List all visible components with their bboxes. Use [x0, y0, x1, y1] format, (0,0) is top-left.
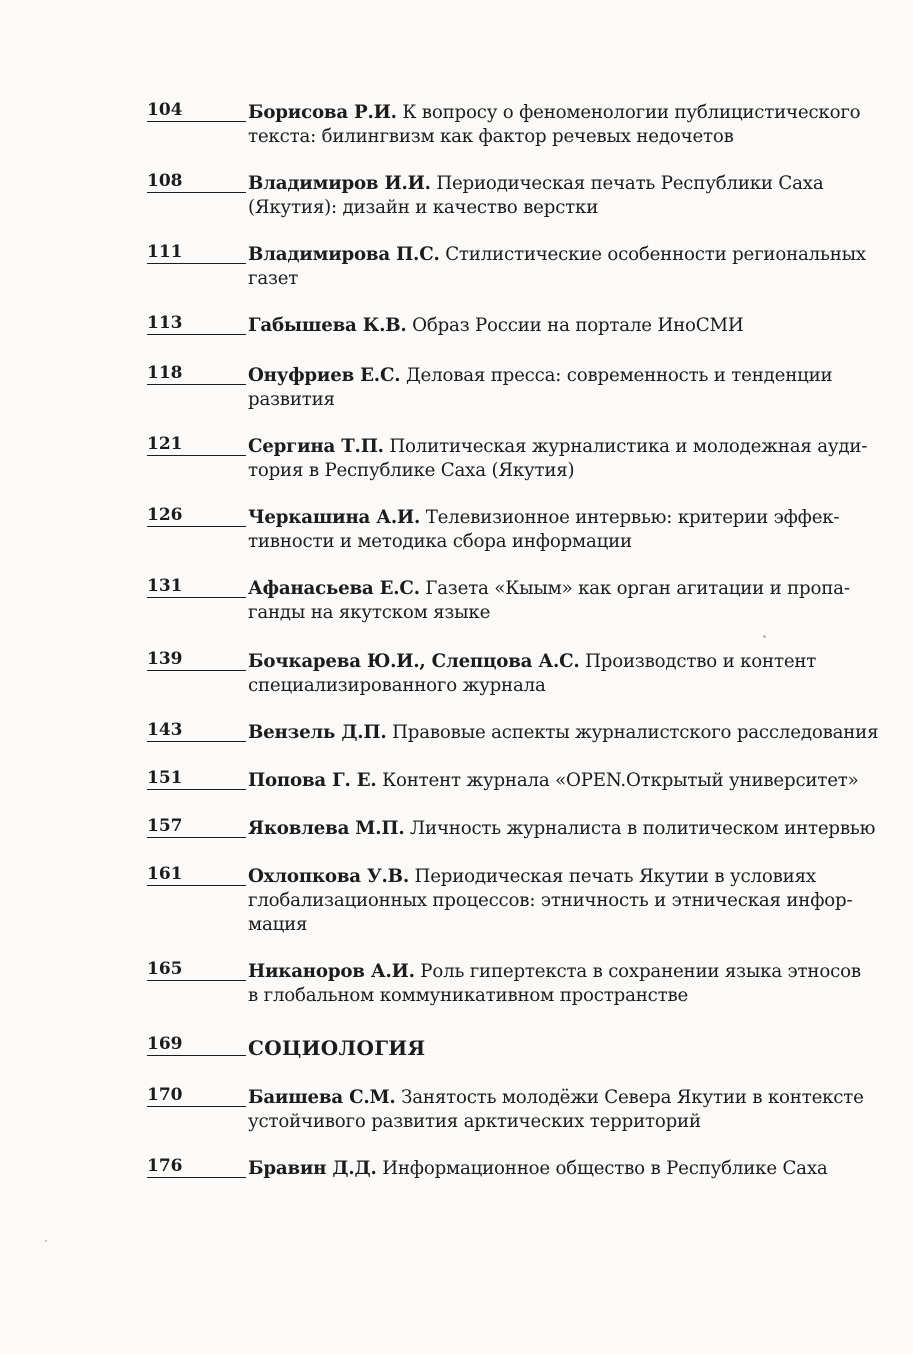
scan-speck: [763, 635, 766, 638]
entry-text: Яковлева М.П. Личность журналиста в политическом интервью: [248, 818, 876, 839]
entry-author: Яковлева М.П.: [248, 818, 405, 839]
entry-author: Попова Г. Е.: [248, 770, 377, 791]
page-number: 111: [147, 243, 246, 264]
toc-entry: [147, 577, 857, 625]
page-number: 161: [147, 865, 246, 886]
page-number: 143: [147, 721, 246, 742]
toc-entry: [147, 506, 857, 554]
entry-text: Черкашина А.И. Телевизионное интервью: критерии эффек- тивности и методика сбора информации: [248, 507, 840, 552]
entry-text: Бравин Д.Д. Информационное общество в Республике Саха: [248, 1158, 828, 1179]
page-number: 121: [147, 435, 246, 456]
entry-author: Черкашина А.И.: [248, 507, 421, 528]
entry-author: Владимиров И.И.: [248, 173, 431, 194]
page-number: 139: [147, 650, 246, 671]
entry-text: Владимиров И.И. Периодическая печать Республики Саха (Якутия): дизайн и качество верстки: [248, 173, 824, 218]
toc-entry: [147, 364, 857, 412]
toc-entry: [147, 100, 861, 149]
toc-section: [147, 1035, 857, 1061]
entry-author: Афанасьева Е.С.: [248, 578, 420, 599]
toc-entry: [147, 434, 868, 483]
page-number: 131: [147, 577, 246, 598]
toc-entry: [147, 1085, 864, 1134]
entry-author: Баишева С.М.: [248, 1087, 396, 1108]
scan-speck: [45, 1240, 47, 1242]
entry-text: Сергина Т.П. Политическая журналистика и молодежная ауди- тория в Республике Саха (Якутия): [248, 436, 868, 481]
page-number: 170: [147, 1086, 246, 1107]
entry-author: Сергина Т.П.: [248, 436, 384, 457]
page-number: 104: [147, 101, 246, 122]
toc-entry: [147, 1157, 857, 1181]
toc-entry: [147, 865, 857, 937]
entry-author: Габышева К.В.: [248, 315, 407, 336]
entry-text: Владимирова П.С. Стилистические особенности региональных газет: [248, 244, 866, 289]
entry-text: Бочкарева Ю.И., Слепцова А.С. Производство и контент специализированного журнала: [248, 651, 817, 696]
toc-entry: [147, 769, 857, 793]
toc-entry: [147, 172, 857, 220]
section-title: СОЦИОЛОГИЯ: [248, 1036, 426, 1060]
page-number: 126: [147, 506, 246, 527]
entry-text: Афанасьева Е.С. Газета «Кыым» как орган агитации и пропа- ганды на якутском языке: [248, 578, 850, 623]
entry-author: Охлопкова У.В.: [248, 866, 409, 887]
entry-author: Вензель Д.П.: [248, 722, 387, 743]
entry-text: Охлопкова У.В. Периодическая печать Якутии в условиях глобализационных процессов: этничность и этническая инфор- мация: [248, 866, 853, 935]
entry-text: Попова Г. Е. Контент журнала «OPEN.Открытый университет»: [248, 770, 859, 791]
toc-entry: [147, 242, 866, 291]
entry-author: Бочкарева Ю.И., Слепцова А.С.: [248, 651, 580, 672]
entry-author: Никаноров А.И.: [248, 961, 415, 982]
entry-author: Владимирова П.С.: [248, 244, 440, 265]
page-number: 165: [147, 960, 246, 981]
toc-entry: [147, 959, 861, 1008]
entry-text: Никаноров А.И. Роль гипертекста в сохранении языка этносов в глобальном коммуникативном пространстве: [248, 961, 861, 1006]
entry-author: Онуфриев Е.С.: [248, 365, 401, 386]
entry-author: Борисова Р.И.: [248, 102, 397, 123]
page-number: 157: [147, 817, 246, 838]
page-number: 113: [147, 314, 246, 335]
toc-entry: [147, 720, 879, 745]
entry-text: Борисова Р.И. К вопросу о феноменологии публицистического текста: билингвизм как фактор речевых недочетов: [248, 102, 861, 147]
toc-entry: [147, 816, 876, 841]
page-number: 151: [147, 769, 246, 790]
entry-text: Габышева К.В. Образ России на портале ИноСМИ: [248, 315, 744, 336]
section-page-number: 169: [147, 1035, 246, 1056]
entry-text: Онуфриев Е.С. Деловая пресса: современность и тенденции развития: [248, 365, 833, 410]
entry-text: Вензель Д.П. Правовые аспекты журналистского расследования: [248, 722, 879, 743]
entry-author: Бравин Д.Д.: [248, 1158, 377, 1179]
page-number: 108: [147, 172, 246, 193]
page-number: 176: [147, 1157, 246, 1178]
page-number: 118: [147, 364, 246, 385]
toc-entry: [147, 314, 857, 338]
toc-entry: [147, 650, 857, 698]
entry-text: Баишева С.М. Занятость молодёжи Севера Якутии в контексте устойчивого развития арктических территорий: [248, 1087, 864, 1132]
